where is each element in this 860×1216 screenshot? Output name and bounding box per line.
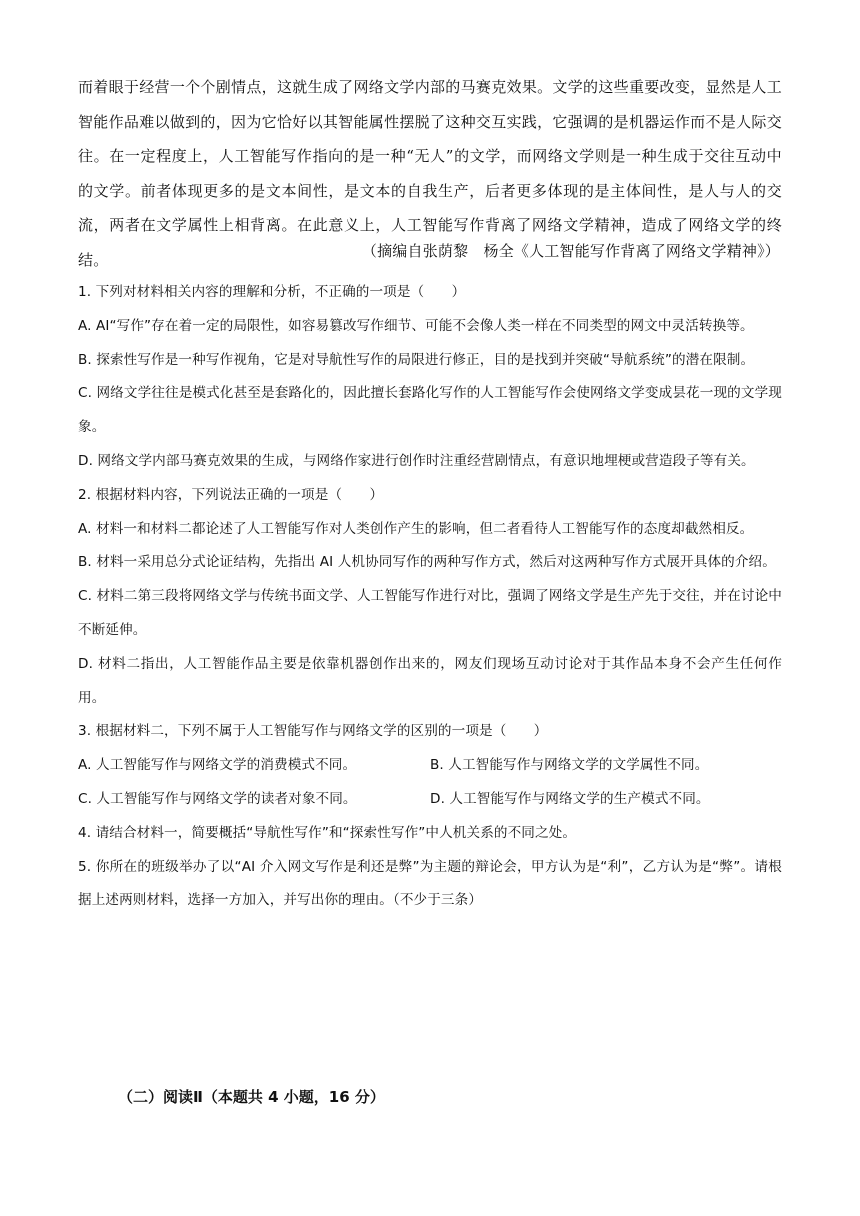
question-stem: 1. 下列对材料相关内容的理解和分析，不正确的一项是（ ）: [78, 284, 466, 300]
question-list: [78, 276, 782, 918]
option-d: D. 人工智能写作与网络文学的生产模式不同。: [430, 790, 710, 807]
option-d: D. 网络文学内部马赛克效果的生成，与网络作家进行创作时注重经营剧情点，有意识地埋梗或营造段子等有关。: [78, 452, 755, 469]
question-stem: 3. 根据材料二，下列不属于人工智能写作与网络文学的区别的一项是（ ）: [78, 723, 548, 740]
question-stem: 5. 你所在的班级举办了以“AI 介入网文写作是利还是弊”为主题的辩论会，甲方认为是“利”，乙方认为是“弊”。请根据上述两则材料，选择一方加入，并写出你的理由。（不少于三条）: [78, 858, 782, 909]
question-2: [78, 479, 782, 716]
question-stem: 2. 根据材料内容，下列说法正确的一项是（ ）: [78, 486, 384, 503]
question-stem: 4. 请结合材料一，简要概括“导航性写作”和“探索性写作”中人机关系的不同之处。: [78, 824, 577, 841]
question-4: [78, 817, 782, 851]
option-a: A. 人工智能写作与网络文学的消费模式不同。: [78, 757, 357, 774]
passage-text: 而着眼于经营一个个剧情点，这就生成了网络文学内部的马赛克效果。文学的这些重要改变，显然是人工智能作品难以做到的，因为它恰好以其智能属性摆脱了这种交互实践，它强调的是机器运作而不是人际交往。在一定程度上，人工智能写作指向的是一种“无人”的文学，而网络文学则是一种生成于交往互动中的文学。前者体现更多的是文本间性，是文本的自我生产，后者更多体现的是主体间性，是人与人的交流，两者在文学属性上相背离。在此意义上，人工智能写作背离了网络文学精神，造成了网络文学的终结。: [78, 78, 782, 269]
option-c: C. 人工智能写作与网络文学的读者对象不同。: [78, 790, 357, 807]
passage-attribution: （摘编自张荫黎 杨全《人工智能写作背离了网络文学精神》）: [361, 242, 780, 260]
option-a: A. AI“写作”存在着一定的局限性，如容易篡改写作细节、可能不会像人类一样在不同类型的网文中灵活转换等。: [78, 317, 754, 334]
question-3: [78, 715, 782, 816]
option-row: [78, 749, 782, 783]
option-b: B. 材料一采用总分式论证结构，先指出 AI 人机协同写作的两种写作方式，然后对这两种写作方式展开具体的介绍。: [78, 554, 776, 571]
option-row: [78, 783, 782, 817]
option-d: D. 材料二指出，人工智能作品主要是依靠机器创作出来的，网友们现场互动讨论对于其作品本身不会产生任何作用。: [78, 655, 782, 706]
option-c: C. 材料二第三段将网络文学与传统书面文学、人工智能写作进行对比，强调了网络文学是生产先于交往，并在讨论中不断延伸。: [78, 588, 782, 638]
question-1: [78, 276, 782, 479]
option-a: A. 材料一和材料二都论述了人工智能写作对人类创作产生的影响，但二者看待人工智能写作的态度却截然相反。: [78, 520, 754, 537]
option-b: B. 人工智能写作与网络文学的文学属性不同。: [430, 757, 709, 774]
question-5: [78, 851, 782, 919]
option-c: C. 网络文学往往是模式化甚至是套路化的，因此擅长套路化写作的人工智能写作会使网络文学变成昙花一现的文学现象。: [78, 385, 782, 436]
option-b: B. 探索性写作是一种写作视角，它是对导航性写作的局限进行修正，目的是找到并突破“导航系统”的潜在限制。: [78, 351, 755, 368]
section-heading: （二）阅读Ⅱ（本题共 4 小题，16 分）: [118, 1088, 385, 1106]
